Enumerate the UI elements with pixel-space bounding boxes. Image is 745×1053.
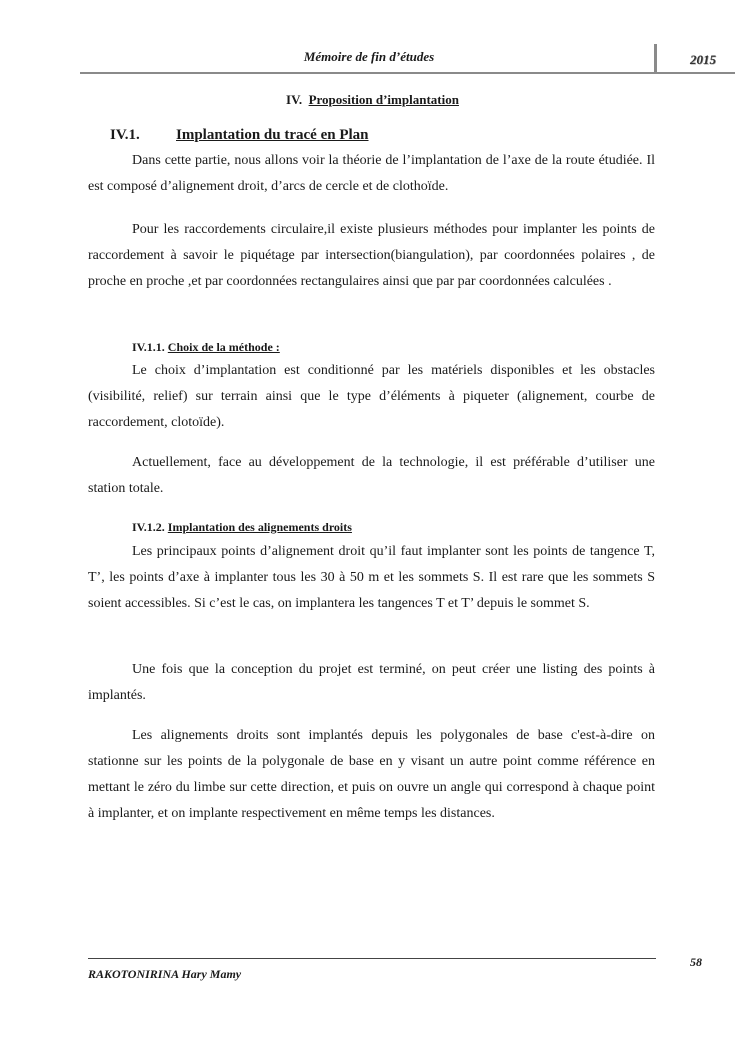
subsubsection-number: IV.1.2.: [132, 520, 165, 534]
subsection-heading: [110, 127, 369, 144]
header-year: 2015: [690, 52, 716, 67]
paragraph: Le choix d’implantation est conditionné par les matériels disponibles et les obstacles (visibilité, relief) sur terrain ainsi que le type d’éléments à piqueter (alignement, courbe de raccordement, clotoïde).: [88, 363, 655, 430]
page-number: 58: [690, 955, 702, 969]
subsubsection-heading: [132, 520, 352, 535]
header-title: Mémoire de fin d’études: [303, 49, 435, 64]
subsubsection-number: IV.1.1.: [132, 340, 165, 354]
footer-rule: [88, 958, 656, 959]
subsubsection-heading: [132, 340, 280, 355]
section-number: IV.: [286, 92, 303, 107]
paragraph: Les alignements droits sont implantés depuis les polygonales de base c'est-à-dire on stationne sur les points de la polygonale de base en y visant un autre point comme référence en mettant le zéro du limbe sur cette direction, et puis on ouvre un angle qui correspond à chaque point à implanter, et on implante respectivement en même temps les distances.: [88, 728, 655, 821]
footer-author: RAKOTONIRINA Hary Mamy: [88, 967, 242, 981]
header-divider-vertical: [654, 44, 657, 74]
subsubsection-title: Implantation des alignements droits: [167, 520, 352, 534]
paragraph: Actuellement, face au développement de la technologie, il est préférable d’utiliser une station totale.: [88, 455, 655, 496]
subsection-number: IV.1.: [110, 127, 140, 143]
paragraph: Les principaux points d’alignement droit qu’il faut implanter sont les points de tangence T, T’, les points d’axe à implanter tous les 30 à 50 m et les sommets S. Il est rare que les sommets S soient accessibles. Si c’est le cas, on implantera les tangences T et T’ depuis le sommet S.: [88, 544, 655, 611]
section-title: Proposition d’implantation: [308, 92, 459, 107]
subsubsection-title: Choix de la méthode :: [167, 340, 280, 354]
paragraph: Dans cette partie, nous allons voir la théorie de l’implantation de l’axe de la route étudiée. Il est composé d’alignement droit, d’arcs de cercle et de clothoïde.: [88, 153, 655, 194]
header-rule: [80, 72, 735, 74]
paragraph: Une fois que la conception du projet est terminé, on peut créer une listing des points à implantés.: [88, 662, 655, 703]
paragraph: Pour les raccordements circulaire,il existe plusieurs méthodes pour implanter les points de raccordement à savoir le piquétage par intersection(biangulation), par coordonnées polaires , de proche en proche ,et par coordonnées rectangulaires ainsi que par par coordonnées calculées .: [88, 222, 655, 289]
section-heading: [0, 92, 745, 108]
subsection-title: Implantation du tracé en Plan: [176, 127, 369, 143]
